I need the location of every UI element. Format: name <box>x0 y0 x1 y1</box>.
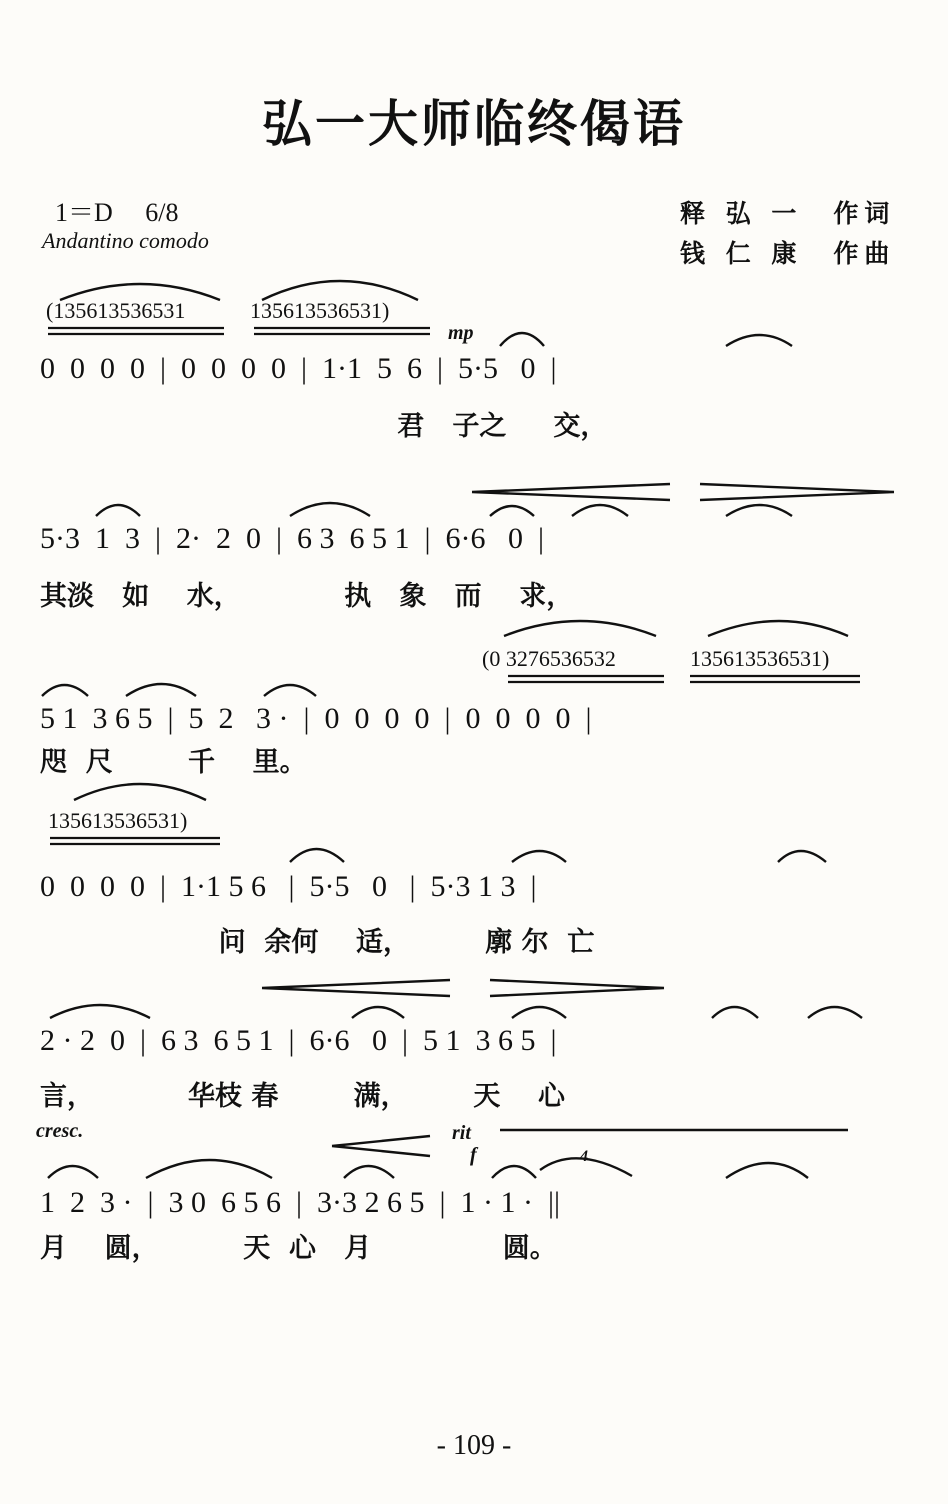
notation-line-3: 5 1 3 6 5 | 5 2 3 · | 0 0 0 0 | 0 0 0 0 | <box>40 702 592 735</box>
slur-10 <box>264 685 316 696</box>
slur-intro-4 <box>74 784 206 800</box>
notation-line-5: 2 · 2 0 | 6 3 6 5 1 | 6·6 0 | 5 1 3 6 5 | <box>40 1024 557 1057</box>
hairpin-2 <box>700 484 894 500</box>
slur-14 <box>50 1005 150 1018</box>
slur-3 <box>96 505 140 516</box>
dynamic-f: f <box>470 1144 477 1166</box>
hairpin-5 <box>332 1136 430 1156</box>
dynamic-mp: mp <box>448 322 474 344</box>
hairpin-3 <box>262 980 450 996</box>
slur-1 <box>500 333 544 346</box>
page-number: - 109 - <box>436 1430 512 1461</box>
lyrics-line-6: 月 圆， 天 心 月 圆。 <box>40 1233 557 1264</box>
slur-17 <box>712 1007 758 1018</box>
slur-19 <box>48 1166 98 1178</box>
slur-11 <box>290 849 344 862</box>
lyricist-credit: 释 弘 一 作词 <box>680 199 896 228</box>
intro-notes-1b: 135613536531) <box>250 298 390 323</box>
slur-intro-3b <box>708 621 848 636</box>
slur-9 <box>126 684 196 696</box>
lyrics-line-1: 君 子之 交， <box>40 411 608 442</box>
notation-line-1: 0 0 0 0 | 0 0 0 0 | 1·1 5 6 | 5·5 0 | <box>40 352 557 385</box>
slur-21 <box>344 1166 394 1178</box>
finger-number: 4 <box>580 1148 588 1165</box>
slur-intro-3a <box>504 621 656 636</box>
slur-intro-1a <box>60 284 220 300</box>
dynamic-cresc: cresc. <box>36 1120 84 1142</box>
hairpin-1 <box>472 484 670 500</box>
lyrics-line-5: 言， 华枝 春 满， 天 心 <box>40 1081 565 1112</box>
slur-7 <box>726 505 792 516</box>
notation-line-4: 0 0 0 0 | 1·1 5 6 | 5·5 0 | 5·3 1 3 | <box>40 870 537 903</box>
intro-notes-3a: (0 3276536532 <box>482 646 616 671</box>
slur-5 <box>490 506 534 516</box>
slur-22 <box>492 1166 536 1178</box>
notation-line-2: 5·3 1 3 | 2· 2 0 | 6 3 6 5 1 | 6·6 0 | <box>40 522 544 555</box>
lyrics-line-4: 问 余何 适， 廓 尔 亡 <box>40 927 595 958</box>
slur-12 <box>512 851 566 862</box>
lyrics-line-3: 咫 尺 千 里。 <box>40 747 307 778</box>
intro-notes-1a: (135613536531 <box>46 298 186 323</box>
slur-15 <box>352 1007 404 1018</box>
dynamic-rit: rit <box>452 1122 471 1144</box>
slur-4 <box>290 503 370 516</box>
lyrics-line-2: 其淡 如 水， 执 象 而 求， <box>40 581 574 612</box>
key-signature: 1＝D 6/8 <box>55 198 179 227</box>
slur-8 <box>42 685 88 696</box>
composer-credit: 钱 仁 康 作曲 <box>680 239 896 268</box>
hairpin-4 <box>490 980 664 996</box>
intro-notes-3b: 135613536531) <box>690 646 830 671</box>
slur-6 <box>572 505 628 516</box>
slur-20 <box>146 1160 272 1178</box>
slur-23 <box>540 1158 632 1176</box>
intro-notes-4: 135613536531) <box>48 808 188 833</box>
slur-intro-1b <box>262 281 418 300</box>
slur-24 <box>726 1163 808 1178</box>
song-title: 弘一大师临终偈语 <box>262 95 686 153</box>
tempo-marking: Andantino comodo <box>42 228 209 253</box>
slur-18 <box>808 1007 862 1018</box>
slur-2 <box>726 335 792 346</box>
slur-16 <box>512 1007 566 1018</box>
notation-line-6: 1 2 3 · | 3 0 6 5 6 | 3·3 2 6 5 | 1 · 1 · || <box>40 1186 560 1219</box>
slur-13 <box>778 851 826 862</box>
